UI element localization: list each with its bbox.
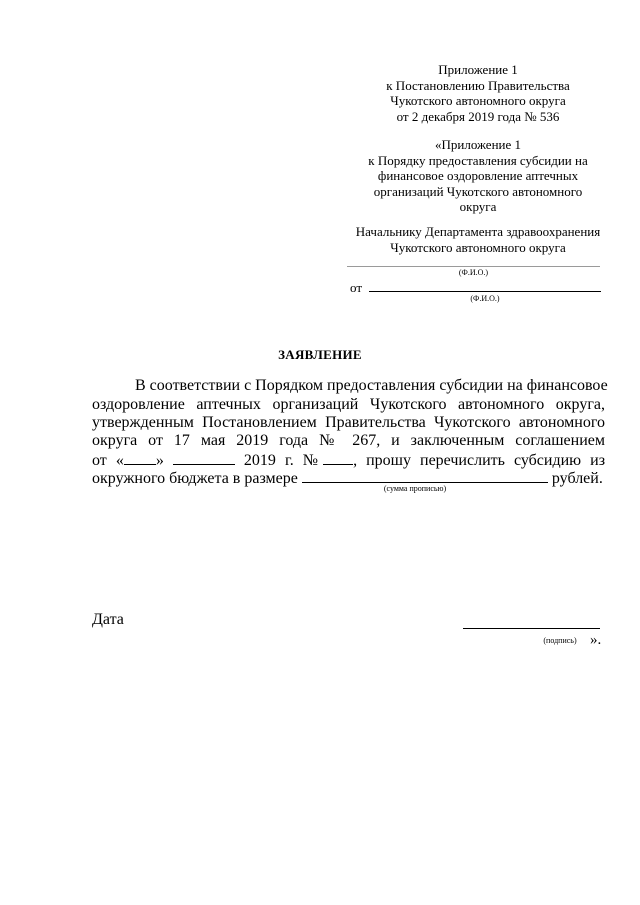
- addressee: [347, 224, 609, 255]
- open-quote: от «: [92, 452, 124, 469]
- month-blank[interactable]: [173, 450, 235, 465]
- addressee-line: Начальнику Департамента здравоохранения: [355, 224, 601, 239]
- appendix-inner: [360, 137, 596, 215]
- statement-line-fields: [92, 450, 605, 470]
- appendix-inner-line: к Порядку предоставления субсидии на: [368, 152, 588, 168]
- fio-caption: (Ф.И.О.): [470, 294, 500, 303]
- statement-line: оздоровление аптечных организаций Чукотского автономного округа,: [92, 396, 605, 413]
- date-label: Дата: [92, 611, 124, 628]
- signature-line[interactable]: [463, 628, 600, 629]
- day-blank[interactable]: [124, 450, 156, 465]
- closing-quote: ».: [590, 632, 602, 648]
- appendix-header-line: от 2 декабря 2019 года № 536: [396, 108, 560, 124]
- fio-caption: (Ф.И.О.): [458, 268, 489, 277]
- amount-blank[interactable]: [302, 468, 548, 483]
- appendix-inner-line: округа: [459, 199, 497, 214]
- amount-label: окружного бюджета в размере: [92, 470, 298, 487]
- document-title: ЗАЯВЛЕНИЕ: [278, 347, 362, 362]
- appendix-header-line: к Постановлению Правительства: [386, 77, 570, 93]
- addressee-line: Чукотского автономного округа: [390, 239, 566, 255]
- addressee-fio-line[interactable]: [347, 266, 600, 267]
- appendix-header-line: Приложение 1: [438, 62, 518, 77]
- signature-caption: (подпись): [543, 636, 577, 645]
- from-label: от: [350, 280, 363, 295]
- amount-caption: (сумма прописью): [383, 484, 447, 493]
- statement-line: округа от 17 мая 2019 года № 267, и заключенным соглашением: [92, 432, 605, 449]
- currency-label: рублей.: [551, 470, 603, 487]
- appendix-header-line: Чукотского автономного округа: [390, 93, 566, 108]
- applicant-fio-line[interactable]: [369, 291, 601, 292]
- request-text: , прошу перечислить субсидию из: [353, 452, 606, 469]
- agreement-number-blank[interactable]: [323, 450, 353, 465]
- appendix-inner-line: финансовое оздоровление аптечных: [377, 168, 579, 183]
- statement-line: В соответствии с Порядком предоставления субсидии на финансовое: [135, 377, 608, 394]
- appendix-header: [360, 62, 596, 124]
- statement-line: утвержденным Постановлением Правительства Чукотского автономного: [92, 414, 605, 431]
- year-and-number-label: 2019 г. №: [243, 452, 324, 469]
- appendix-inner-line: «Приложение 1: [434, 137, 522, 152]
- close-quote: »: [155, 452, 164, 469]
- appendix-inner-line: организаций Чукотского автономного: [373, 183, 583, 199]
